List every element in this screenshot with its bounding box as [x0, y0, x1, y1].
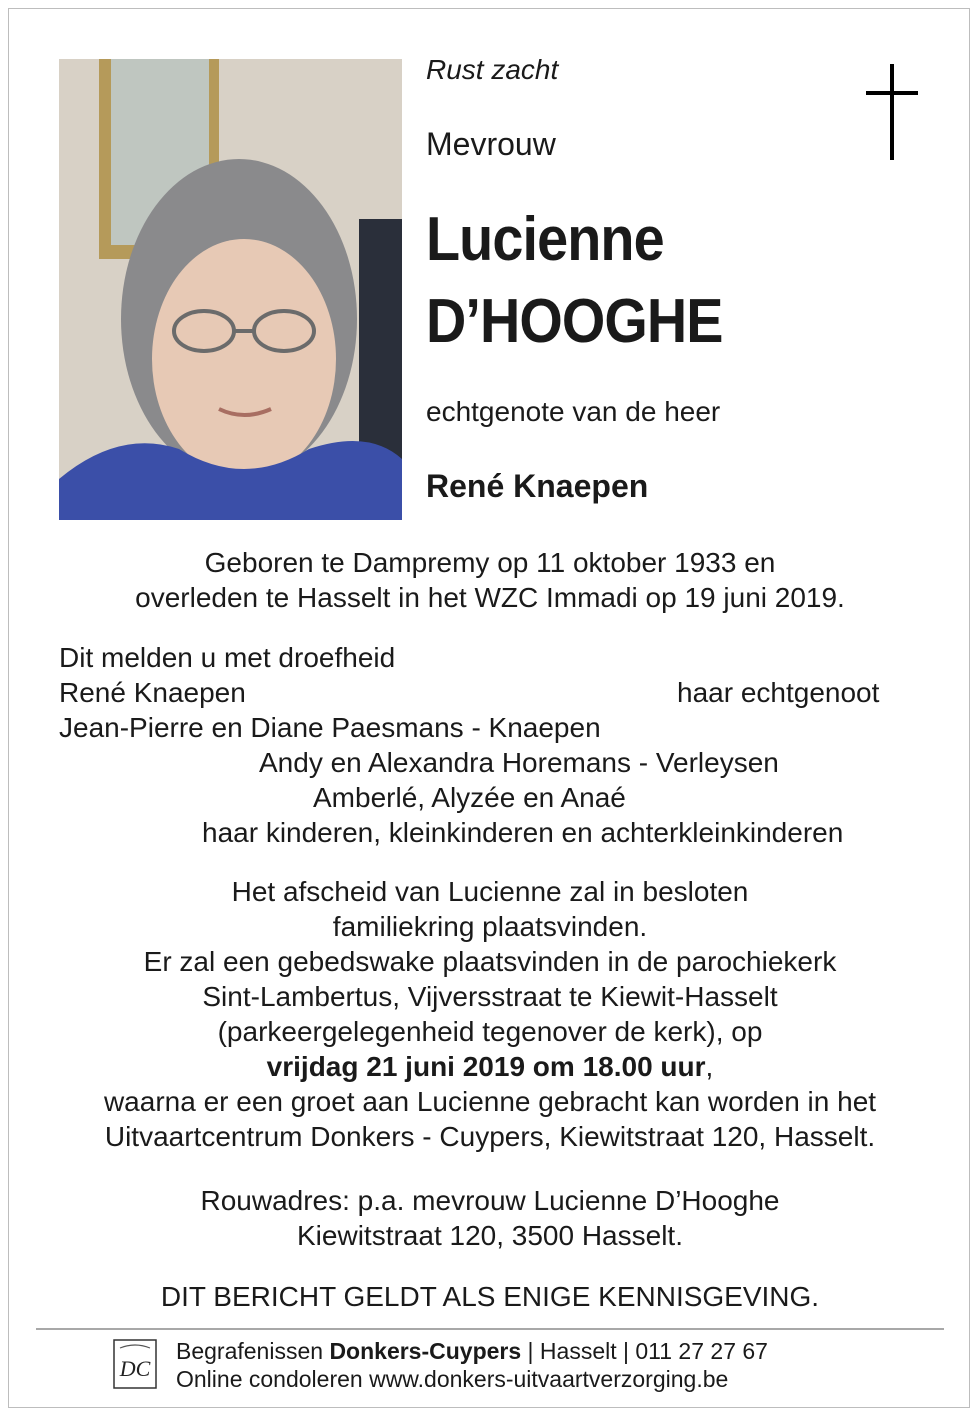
arrangement-line: Uitvaartcentrum Donkers - Cuypers, Kiewitstraat 120, Hasselt. — [104, 1121, 876, 1152]
honorific-title: Mevrouw — [426, 126, 556, 162]
motto-text: Rust zacht — [426, 54, 559, 85]
deceased-first-name: Lucienne — [426, 205, 664, 274]
address-line: Rouwadres: p.a. mevrouw Lucienne D’Hooghe — [200, 1185, 780, 1216]
announcement-intro: Dit melden u met droefheid — [59, 642, 396, 673]
vigil-date-time: vrijdag 21 juni 2019 om 18.00 uur — [266, 1051, 706, 1082]
funeral-home-logo — [112, 1338, 158, 1390]
footer-divider — [36, 1328, 944, 1330]
website-link[interactable]: www.donkers-uitvaartverzorging.be — [369, 1366, 729, 1392]
vigil-date-suffix: , — [705, 1051, 714, 1082]
birth-line: Geboren te Dampremy op 11 oktober 1933 en — [204, 547, 776, 578]
sole-notice-text: DIT BERICHT GELDT ALS ENIGE KENNISGEVING. — [160, 1281, 820, 1312]
arrangement-line: (parkeergelegenheid tegenover de kerk), op — [217, 1016, 763, 1047]
vigil-date-line — [40, 1049, 940, 1084]
arrangements-paragraph — [40, 874, 940, 1154]
family-role-line: haar kinderen, kleinkinderen en achterkleinkinderen — [202, 817, 844, 848]
deceased-last-name: D’HOOGHE — [426, 287, 723, 356]
logo-lettering: DC — [119, 1356, 151, 1381]
footer-city: | Hasselt | — [521, 1338, 636, 1364]
arrangement-line: Het afscheid van Lucienne zal in besloten — [231, 876, 749, 907]
death-line: overleden te Hasselt in het WZC Immadi op 19 juni 2019. — [135, 582, 845, 613]
family-spouse-name: René Knaepen — [59, 677, 246, 708]
online-condolence-label: Online condoleren — [176, 1366, 370, 1392]
footer-prefix: Begrafenissen — [176, 1338, 330, 1364]
address-line: Kiewitstraat 120, 3500 Hasselt. — [297, 1220, 683, 1251]
spouse-name: René Knaepen — [426, 468, 649, 504]
arrangement-line: waarna er een groet aan Lucienne gebracht kan worden in het — [103, 1086, 877, 1117]
phone-number[interactable]: 011 27 27 67 — [635, 1338, 768, 1364]
family-spouse-role: haar echtgenoot — [677, 677, 880, 708]
relation-text: echtgenote van de heer — [426, 396, 721, 427]
footer-online-line — [176, 1366, 728, 1393]
cross-icon — [862, 64, 922, 160]
arrangement-line: familiekring plaatsvinden. — [332, 911, 648, 942]
family-member-line: Jean-Pierre en Diane Paesmans - Knaepen — [59, 712, 601, 743]
family-member-line: Andy en Alexandra Horemans - Verleysen — [259, 747, 779, 778]
family-member-line: Amberlé, Alyzée en Anaé — [313, 782, 626, 813]
arrangement-line: Sint-Lambertus, Vijversstraat te Kiewit-Hasselt — [202, 981, 778, 1012]
company-name: Donkers-Cuypers — [329, 1338, 522, 1364]
birth-death-paragraph — [40, 545, 940, 615]
arrangement-line: Er zal een gebedswake plaatsvinden in de parochiekerk — [143, 946, 837, 977]
footer-company-line — [176, 1338, 768, 1365]
portrait-photo — [59, 59, 402, 520]
mourning-address — [40, 1183, 940, 1253]
